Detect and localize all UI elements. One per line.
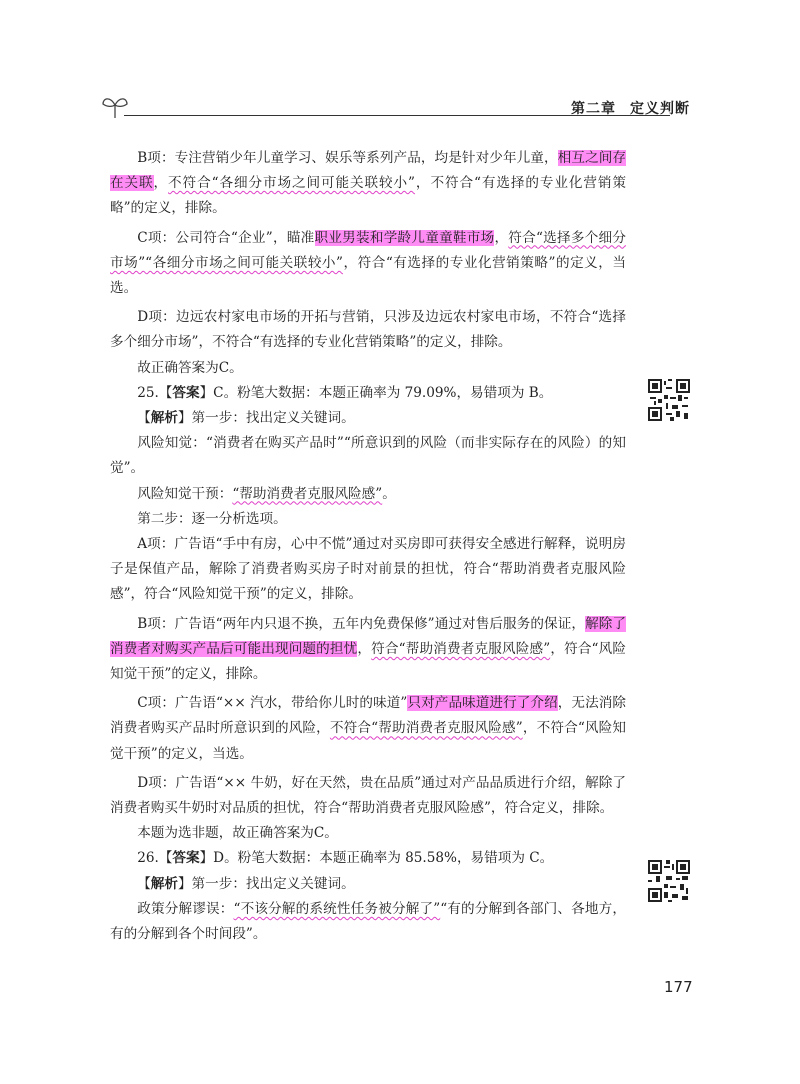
page-body: [110, 146, 626, 947]
wavy-underline: 不符合“帮助消费者克服风险感”: [329, 720, 523, 737]
highlight: 相互之间存在关联: [110, 150, 626, 192]
chapter-title: 定义判断: [630, 101, 690, 117]
highlight: 职业男装和学龄儿童童鞋市场: [314, 229, 495, 246]
qr-code-icon[interactable]: [648, 379, 690, 421]
analysis-line: 【解析】第一步：找出定义关键词。: [137, 410, 355, 427]
wavy-underline: “不该分解的系统性任务被分解了”: [233, 900, 441, 917]
paragraph: 风险知觉干预：“帮助消费者克服风险感”。: [137, 485, 396, 502]
paragraph: 本题为选非题，故正确答案为C。: [137, 825, 338, 842]
wavy-underline: 符合“帮助消费者克服风险感”: [371, 640, 551, 657]
qr-code-icon[interactable]: [648, 860, 690, 902]
paragraph: 第二步：逐一分析选项。: [137, 510, 287, 527]
highlight: 只对产品味道进行了介绍: [407, 695, 558, 712]
chapter-number: 第二章: [571, 101, 616, 117]
analysis-line: 【解析】第一步：找出定义关键词。: [137, 875, 355, 892]
answer-line: 25.【答案】C。粉笔大数据：本题正确率为 79.09%，易错项为 B。: [137, 384, 553, 401]
paragraph: B项：广告语“两年内只退不换，五年内免费保修”通过对售后服务的保证，解除了消费者对购买产品后可能出现问题的担忧，符合“帮助消费者克服风险感”，符合“风险知觉干预”的定义，排除。: [110, 615, 627, 683]
page-number: 177: [664, 978, 693, 996]
wavy-underline: 符合“选择多个细分市场”“各细分市场之间可能关联较小”: [110, 229, 626, 271]
paragraph: 风险知觉：“消费者在购买产品时”“所意识到的风险（而非实际存在的风险）的知觉”。: [110, 435, 626, 477]
paragraph: D项：边远农村家电市场的开拓与营销，只涉及边远农村家电市场，不符合“选择多个细分市场”，不符合“有选择的专业化营销策略”的定义，排除。: [110, 309, 626, 351]
answer-line: 26.【答案】D。粉笔大数据：本题正确率为 85.58%，易错项为 C。: [137, 850, 554, 867]
paragraph: D项：广告语“×× 牛奶，好在天然，贵在品质”通过对产品品质进行介绍，解除了消费者购买牛奶时对品质的担忧，符合“帮助消费者克服风险感”，符合定义，排除。: [110, 774, 626, 817]
paragraph: A项：广告语“手中有房，心中不慌”通过对买房即可获得安全感进行解释，说明房子是保值产品，解除了消费者购买房子时对前景的担忧，符合“帮助消费者克服风险感”，符合“风险知觉干预”的定义，排除。: [110, 536, 626, 603]
paragraph: 故正确答案为C。: [137, 359, 243, 376]
wavy-underline: 不符合“各细分市场之间可能关联较小”: [168, 175, 416, 192]
chapter-heading: [557, 98, 690, 118]
paragraph: C项：广告语“×× 汽水，带给你儿时的味道”只对产品味道进行了介绍，无法消除消费者购买产品时所意识到的风险，不符合“帮助消费者克服风险感”，不符合“风险知觉干预”的定义，当选。: [110, 695, 627, 762]
paragraph: B项：专注营销少年儿童学习、娱乐等系列产品，均是针对少年儿童，相互之间存在关联，不符合“各细分市场之间可能关联较小”，不符合“有选择的专业化营销策略”的定义，排除。: [110, 150, 627, 217]
wavy-underline: “帮助消费者克服风险感”: [232, 485, 383, 502]
highlight: 解除了消费者对购买产品后可能出现问题的担忧: [110, 615, 626, 657]
paragraph: C项：公司符合“企业”，瞄准职业男装和学龄儿童童鞋市场，符合“选择多个细分市场”“各细分市场之间可能关联较小”，符合“有选择的专业化营销策略”的定义，当选。: [110, 229, 626, 297]
paragraph: 政策分解谬误：“不该分解的系统性任务被分解了”“有的分解到各部门、各地方，有的分解到各个时间段”。: [110, 900, 626, 943]
page-header: [100, 92, 700, 132]
